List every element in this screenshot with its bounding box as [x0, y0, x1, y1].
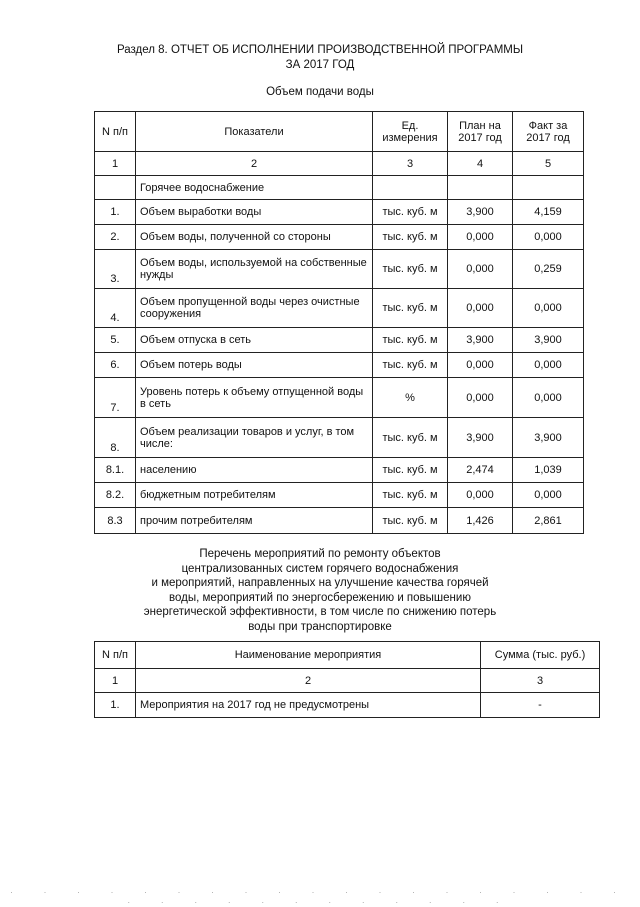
- row-plan: 3,900: [448, 418, 513, 458]
- header-fact: Факт за 2017 год: [513, 112, 584, 152]
- row-unit: тыс. куб. м: [373, 289, 448, 328]
- table2-header-row: [95, 642, 600, 669]
- row-plan: 0,000: [448, 225, 513, 250]
- row-plan: 3,900: [448, 328, 513, 353]
- report-title-line2: ЗА 2017 ГОД: [285, 59, 355, 71]
- list-title-line: централизованных систем горячего водоснабжения: [181, 562, 459, 575]
- row-unit: тыс. куб. м: [373, 328, 448, 353]
- row-name: прочим потребителям: [136, 508, 373, 534]
- row-name: Мероприятия на 2017 год не предусмотрены: [136, 693, 481, 718]
- row-fact: 0,000: [513, 483, 584, 508]
- table-row: [95, 458, 584, 483]
- row-unit: %: [373, 378, 448, 418]
- table-row: [95, 693, 600, 718]
- list-title-line: и мероприятий, направленных на улучшение качества горячей: [151, 577, 489, 589]
- row-name: Уровень потерь к объему отпущенной воды в сеть: [136, 378, 373, 418]
- colnum-4: 4: [448, 152, 513, 176]
- row-name: Объем воды, полученной со стороны: [136, 225, 373, 250]
- table-row: [95, 250, 584, 289]
- row-fact: 4,159: [513, 200, 584, 225]
- table-row: [95, 200, 584, 225]
- scan-artifact-dots: · · · · · · · · · · · · · · · · · · · · · · · · · · · · · · ·: [10, 887, 630, 907]
- colnum-2: 2: [136, 669, 481, 693]
- table1-section-row: [95, 176, 584, 200]
- table1-header-row: [95, 112, 584, 152]
- table-row: [95, 353, 584, 378]
- row-name: Объем воды, используемой на собственные нужды: [136, 250, 373, 289]
- row-name: населению: [136, 458, 373, 483]
- row-fact: 0,000: [513, 289, 584, 328]
- row-unit: тыс. куб. м: [373, 353, 448, 378]
- row-num: 2.: [95, 225, 136, 250]
- row-unit: тыс. куб. м: [373, 458, 448, 483]
- row-plan: 3,900: [448, 200, 513, 225]
- colnum-3: 3: [481, 669, 600, 693]
- header-num: N п/п: [95, 642, 136, 669]
- row-unit: тыс. куб. м: [373, 483, 448, 508]
- row-num: 8.3: [95, 508, 136, 534]
- section-fact-cell: [513, 176, 584, 200]
- row-name: Объем отпуска в сеть: [136, 328, 373, 353]
- table-row: [95, 289, 584, 328]
- row-num: 7.: [95, 378, 136, 418]
- section-num-cell: [95, 176, 136, 200]
- row-plan: 0,000: [448, 250, 513, 289]
- row-fact: 3,900: [513, 328, 584, 353]
- table1-column-numbers-row: [95, 152, 584, 176]
- row-plan: 2,474: [448, 458, 513, 483]
- row-plan: 0,000: [448, 353, 513, 378]
- row-sum: -: [481, 693, 600, 718]
- table1-subtitle: Объем подачи воды: [266, 86, 374, 98]
- colnum-3: 3: [373, 152, 448, 176]
- row-num: 4.: [95, 289, 136, 328]
- row-num: 8.: [95, 418, 136, 458]
- row-num: 1.: [95, 693, 136, 718]
- header-measure-name: Наименование мероприятия: [136, 642, 481, 669]
- header-num: N п/п: [95, 112, 136, 152]
- row-unit: тыс. куб. м: [373, 200, 448, 225]
- section-unit-cell: [373, 176, 448, 200]
- row-plan: 0,000: [448, 483, 513, 508]
- report-title-line1: Раздел 8. ОТЧЕТ ОБ ИСПОЛНЕНИИ ПРОИЗВОДСТВЕННОЙ ПРОГРАММЫ: [116, 44, 524, 56]
- table2-column-numbers-row: [95, 669, 600, 693]
- measures-table: [94, 641, 600, 718]
- measures-list-title: [0, 547, 640, 634]
- table-row: [95, 225, 584, 250]
- table-row: [95, 328, 584, 353]
- header-indicator: Показатели: [136, 112, 373, 152]
- colnum-1: 1: [95, 669, 136, 693]
- row-fact: 0,000: [513, 353, 584, 378]
- list-title-line: Перечень мероприятий по ремонту объектов: [199, 548, 441, 560]
- row-plan: 0,000: [448, 289, 513, 328]
- row-unit: тыс. куб. м: [373, 508, 448, 534]
- colnum-5: 5: [513, 152, 584, 176]
- row-fact: 3,900: [513, 418, 584, 458]
- table-row: [95, 378, 584, 418]
- list-title-line: воды при транспортировке: [248, 620, 392, 633]
- row-fact: 0,000: [513, 225, 584, 250]
- row-name: Объем реализации товаров и услуг, в том числе:: [136, 418, 373, 458]
- row-unit: тыс. куб. м: [373, 225, 448, 250]
- header-unit: Ед. измерения: [373, 112, 448, 152]
- row-fact: 0,259: [513, 250, 584, 289]
- row-fact: 0,000: [513, 378, 584, 418]
- row-plan: 1,426: [448, 508, 513, 534]
- section-plan-cell: [448, 176, 513, 200]
- row-unit: тыс. куб. м: [373, 250, 448, 289]
- water-volume-table: [94, 111, 584, 534]
- row-name: бюджетным потребителям: [136, 483, 373, 508]
- row-num: 1.: [95, 200, 136, 225]
- row-unit: тыс. куб. м: [373, 418, 448, 458]
- row-num: 6.: [95, 353, 136, 378]
- row-name: Объем выработки воды: [136, 200, 373, 225]
- section-label: Горячее водоснабжение: [136, 176, 373, 200]
- row-num: 3.: [95, 250, 136, 289]
- row-fact: 1,039: [513, 458, 584, 483]
- colnum-2: 2: [136, 152, 373, 176]
- row-fact: 2,861: [513, 508, 584, 534]
- header-plan: План на 2017 год: [448, 112, 513, 152]
- row-name: Объем пропущенной воды через очистные сооружения: [136, 289, 373, 328]
- row-num: 5.: [95, 328, 136, 353]
- table-row: [95, 508, 584, 534]
- row-name: Объем потерь воды: [136, 353, 373, 378]
- row-num: 8.2.: [95, 483, 136, 508]
- table-row: [95, 418, 584, 458]
- row-num: 8.1.: [95, 458, 136, 483]
- table-row: [95, 483, 584, 508]
- header-sum: Сумма (тыс. руб.): [481, 642, 600, 669]
- row-plan: 0,000: [448, 378, 513, 418]
- colnum-1: 1: [95, 152, 136, 176]
- list-title-line: воды, мероприятий по энергосбережению и повышению: [169, 591, 471, 604]
- list-title-line: энергетической эффективности, в том числе по снижению потерь: [143, 606, 497, 618]
